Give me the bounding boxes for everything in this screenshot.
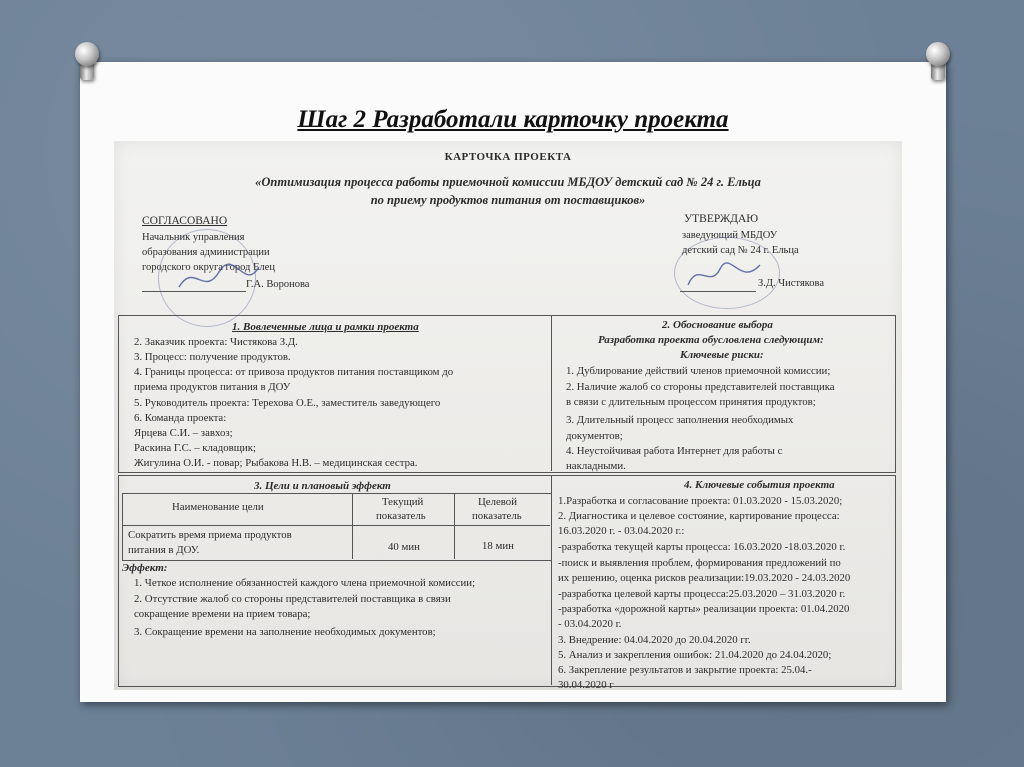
project-title-line2: по приему продуктов питания от поставщиков» — [370, 193, 646, 207]
approved-signer: З.Д. Чистякова — [758, 278, 824, 289]
slide-title: Шаг 2 Разработали карточку проекта — [297, 106, 729, 133]
effect-title: Эффект: — [122, 562, 168, 574]
section1-item: 3. Процесс: получение продуктов. — [134, 351, 291, 363]
section1-item: 5. Руководитель проекта: Терехова О.Е., заместитель заведующего — [134, 397, 441, 409]
section1-item: Раскина Г.С. – кладовщик; — [134, 442, 257, 454]
section2-item: 3. Длительный процесс заполнения необходимых — [566, 414, 794, 426]
section2-item: 2. Наличие жалоб со стороны представителей поставщика — [566, 381, 835, 393]
section3-title: 3. Цели и плановый эффект — [254, 480, 391, 492]
section1-item: Жигулина О.И. - повар; Рыбакова Н.В. – медицинская сестра. — [134, 457, 418, 469]
section1-item: 6. Команда проекта: — [134, 412, 227, 424]
section1-item: 2. Заказчик проекта: Чистякова З.Д. — [134, 336, 298, 348]
section2-item: 4. Неустойчивая работа Интернет для работы с — [566, 445, 783, 457]
section1-title: 1. Вовлеченные лица и рамки проекта — [232, 321, 419, 333]
pushpin-icon — [72, 42, 102, 84]
approved-signature-line — [680, 291, 756, 292]
section4-item: их решению, оценка рисков реализации:19.03.2020 - 24.03.2020 — [558, 572, 851, 584]
section2-title: 2. Обоснование выбора — [662, 319, 773, 331]
section1-item: приема продуктов питания в ДОУ — [134, 381, 291, 393]
section2-item: документов; — [566, 430, 623, 442]
col-target-header: Целевой — [478, 496, 517, 508]
section1-item: Ярцева С.И. – завхоз; — [134, 427, 233, 439]
top-grid-divider — [551, 315, 552, 471]
col-target-header: показатель — [472, 510, 522, 522]
effect-item: 2. Отсутствие жалоб со стороны представителей поставщика в связи — [134, 593, 451, 605]
goals-table-vline — [352, 493, 353, 559]
goals-table-hline — [122, 525, 550, 526]
section4-item: 30.04.2020 г — [558, 679, 614, 690]
agreed-line3: городского округа город Елец — [142, 262, 275, 273]
signature-approved — [684, 259, 764, 293]
approved-line1: заведующий МБДОУ — [682, 230, 778, 241]
col-goal-header: Наименование цели — [172, 501, 264, 513]
section4-item: 3. Внедрение: 04.04.2020 до 20.04.2020 гг. — [558, 634, 751, 646]
goal-text: питания в ДОУ. — [128, 544, 200, 556]
section2-item: накладными. — [566, 460, 626, 472]
section4-title: 4. Ключевые события проекта — [684, 479, 835, 491]
section4-item: 6. Закрепление результатов и закрытие проекта: 25.04.- — [558, 664, 812, 676]
agreed-signature-line — [142, 291, 246, 292]
section4-item: -поиск и выявления проблем, формирования предложений по — [558, 557, 841, 569]
card-heading: КАРТОЧКА ПРОЕКТА — [444, 151, 572, 163]
section4-item: -разработка целевой карты процесса:25.03.2020 – 31.03.2020 г. — [558, 588, 846, 600]
goal-text: Сократить время приема продуктов — [128, 529, 292, 541]
col-current-header: Текущий — [382, 496, 424, 508]
section4-item: - 03.04.2020 г. — [558, 618, 622, 630]
section2-risks-title: Ключевые риски: — [680, 349, 764, 361]
target-value: 18 мин — [482, 540, 514, 552]
section4-item: 16.03.2020 г. - 03.04.2020 г.: — [558, 525, 685, 537]
section2-item: 1. Дублирование действий членов приемочной комиссии; — [566, 365, 831, 377]
section1-item: 4. Границы процесса: от привоза продуктов питания поставщиком до — [134, 366, 454, 378]
agreed-title: СОГЛАСОВАНО — [142, 215, 228, 227]
project-title-line1: «Оптимизация процесса работы приемочной комиссии МБДОУ детский сад № 24 г. Ельца — [255, 175, 761, 189]
pushpin-icon — [923, 42, 953, 84]
section4-item: 2. Диагностика и целевое состояние, картирование процесса: — [558, 510, 840, 522]
col-current-header: показатель — [376, 510, 426, 522]
approved-title: УТВЕРЖДАЮ — [684, 213, 759, 225]
section4-item: -разработка «дорожной карты» реализации проекта: 01.04.2020 — [558, 603, 850, 615]
goals-table-vline — [454, 493, 455, 559]
effect-item: сокращение времени на прием товара; — [134, 608, 311, 620]
section4-item: 1.Разработка и согласование проекта: 01.03.2020 - 15.03.2020; — [558, 495, 843, 507]
agreed-line1: Начальник управления — [142, 232, 245, 243]
section4-item: 5. Анализ и закрепления ошибок: 21.04.2020 до 24.04.2020; — [558, 649, 832, 661]
project-card-photo — [114, 141, 902, 690]
effect-item: 1. Четкое исполнение обязанностей каждого члена приемочной комиссии; — [134, 577, 476, 589]
approved-line2: детский сад № 24 г. Ельца — [682, 245, 799, 256]
current-value: 40 мин — [388, 541, 420, 553]
agreed-signer: Г.А. Воронова — [246, 279, 310, 290]
agreed-line2: образования администрации — [142, 247, 270, 258]
effect-item: 3. Сокращение времени на заполнение необходимых документов; — [134, 626, 436, 638]
section4-item: -разработка текущей карты процесса: 16.03.2020 -18.03.2020 г. — [558, 541, 846, 553]
section2-item: в связи с длительным процессом принятия продуктов; — [566, 396, 816, 408]
section2-subtitle: Разработка проекта обусловлена следующим: — [598, 334, 824, 346]
